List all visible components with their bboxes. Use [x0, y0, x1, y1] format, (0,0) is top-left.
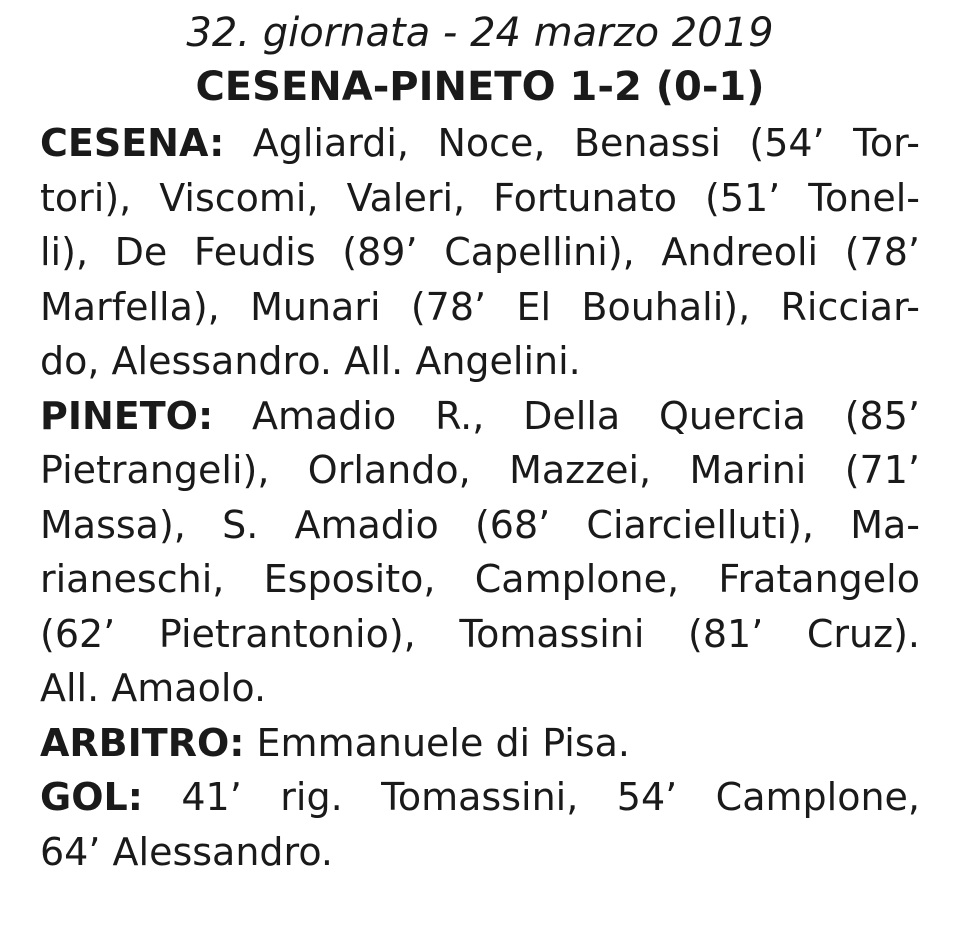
cesena-lineup-line: li), De Feudis (89’ Capellini), Andreoli (78’	[40, 230, 920, 274]
pineto-lineup-line	[40, 389, 920, 444]
pineto-lineup-line: Massa), S. Amadio (68’ Ciarcielluti), Ma-	[40, 502, 920, 547]
cesena-lineup-text: Agliardi, Noce, Benassi (54’ Tor-	[224, 121, 920, 165]
matchday-date: 32. giornata - 24 marzo 2019	[186, 10, 774, 56]
referee-line	[40, 716, 920, 771]
pineto-lineup-line: rianeschi, Esposito, Camplone, Fratangelo	[40, 557, 920, 601]
arbitro-label: ARBITRO:	[40, 720, 245, 765]
pineto-lineup-line: (62’ Pietrantonio), Tomassini (81’ Cruz).	[40, 611, 920, 656]
gol-label: GOL:	[40, 775, 143, 819]
cesena-lineup-line	[40, 116, 920, 171]
cesena-lineup-line: tori), Viscomi, Valeri, Fortunato (51’ Tonel-	[40, 175, 920, 220]
goals-line	[40, 770, 920, 825]
pineto-lineup-text: Amadio R., Della Quercia (85’	[213, 393, 920, 438]
pineto-lineup-line: All. Amaolo.	[40, 666, 267, 710]
pineto-lineup-line: Pietrangeli), Orlando, Mazzei, Marini (71’	[40, 448, 920, 492]
goals-text: 41’ rig. Tomassini, 54’ Camplone,	[142, 775, 920, 819]
pineto-label: PINETO:	[40, 393, 214, 438]
cesena-lineup-line: do, Alessandro. All. Angelini.	[40, 339, 581, 383]
goals-section	[40, 770, 920, 879]
pineto-lineup	[40, 389, 920, 716]
referee-section	[40, 716, 920, 771]
cesena-label: CESENA:	[40, 121, 225, 165]
cesena-lineup	[40, 116, 920, 389]
match-report	[40, 8, 920, 879]
match-result-title: CESENA-PINETO 1-2 (0-1)	[195, 64, 765, 110]
cesena-lineup-line: Marfella), Munari (78’ El Bouhali), Ricciar-	[40, 284, 920, 329]
goals-line: 64’ Alessandro.	[40, 829, 333, 874]
referee-name: Emmanuele di Pisa.	[244, 720, 630, 765]
